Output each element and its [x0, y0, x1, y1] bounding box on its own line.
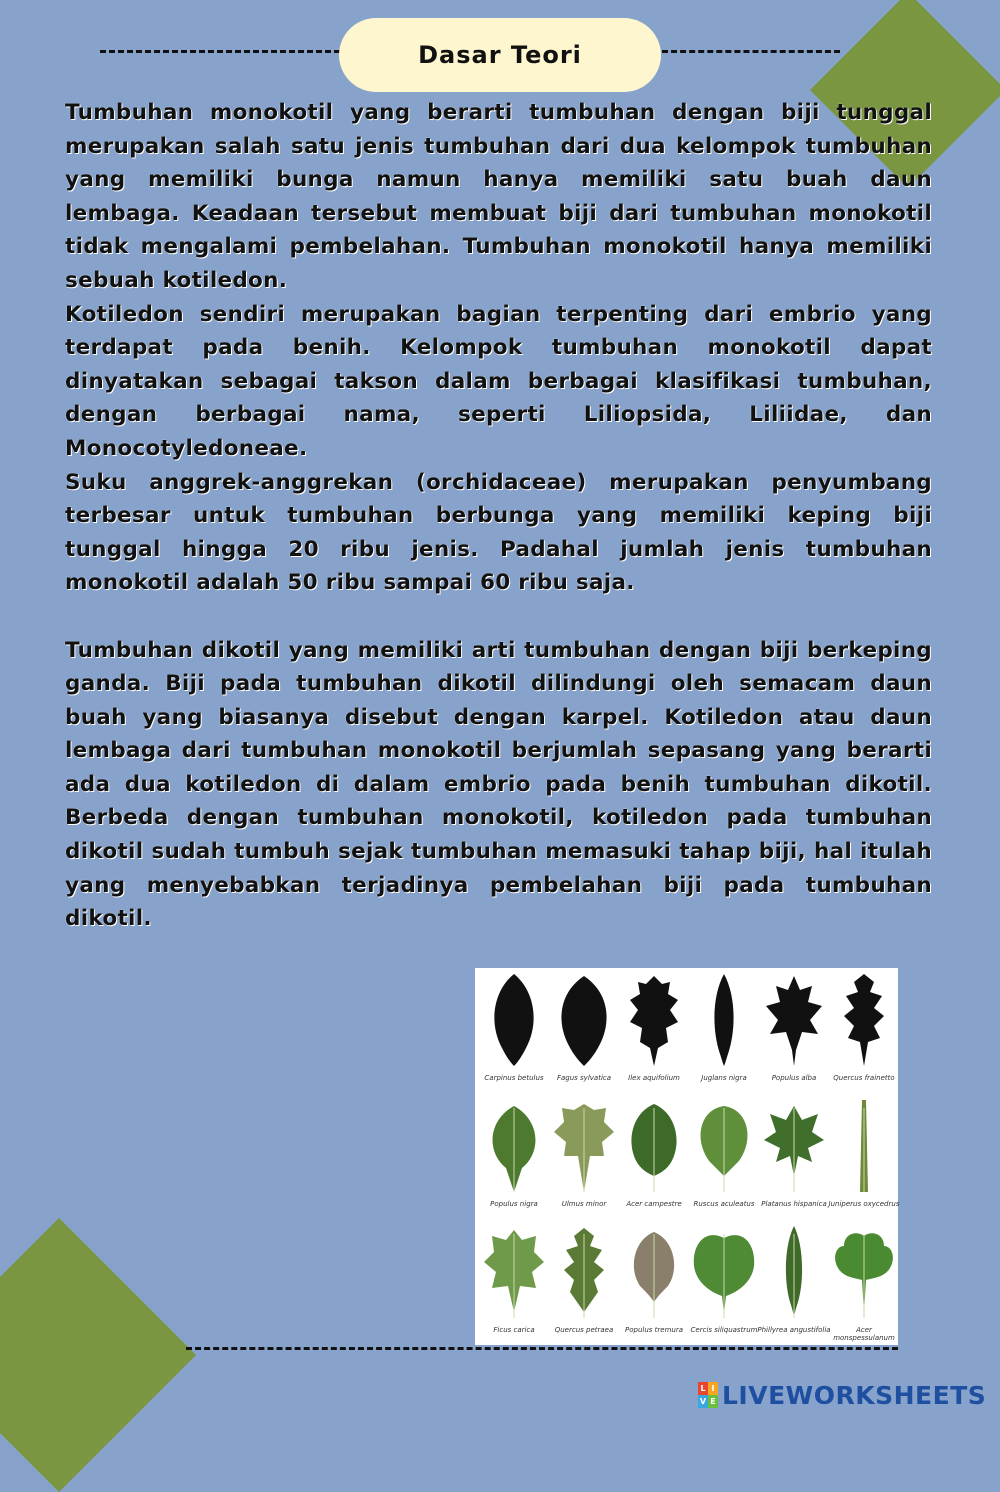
paragraph-gap [65, 600, 932, 634]
leaf-species-caption: Populus alba [771, 1074, 817, 1082]
leaf-silhouette [552, 1222, 616, 1324]
leaf-specimen [479, 1220, 549, 1345]
leaf-specimen [619, 1094, 689, 1219]
theory-text [65, 96, 932, 936]
liveworksheets-brand [698, 1382, 986, 1408]
leaf-species-caption: Ulmus minor [561, 1200, 607, 1208]
logo-letter: L [698, 1382, 708, 1395]
leaf-specimen [689, 1220, 759, 1345]
liveworksheets-logo-icon [698, 1382, 718, 1408]
leaf-silhouette [692, 1096, 756, 1198]
leaf-silhouette [832, 970, 896, 1072]
leaf-silhouette [692, 970, 756, 1072]
leaf-specimen [549, 968, 619, 1093]
leaf-species-caption: Cercis siliquastrum [690, 1326, 758, 1334]
paragraph-monokotil-3: Suku anggrek-anggrekan (orchidaceae) merupakan penyumbang terbesar untuk tumbuhan berbunga yang memiliki keping biji tunggal hingga 20 ribu jenis. Padahal jumlah jenis tumbuhan monokotil adalah 50 ribu sampai 60 ribu saja. [65, 469, 932, 596]
leaf-species-caption: Fagus sylvatica [556, 1074, 612, 1082]
leaf-silhouette [622, 1096, 686, 1198]
paragraph-monokotil-2: Kotiledon sendiri merupakan bagian terpenting dari embrio yang terdapat pada benih. Kelompok tumbuhan monokotil dapat dinyatakan sebagai takson dalam berbagai klasifikasi tumbuhan, dengan berbagai nama, seperti Liliopsida, Liliidae, dan Monocotyledoneae. [65, 301, 932, 461]
leaf-specimen [479, 1094, 549, 1219]
leaf-species-caption: Juglans nigra [701, 1074, 747, 1082]
leaf-species-caption: Carpinus betulus [484, 1074, 544, 1082]
leaf-species-caption: Juniperus oxycedrus [828, 1200, 900, 1208]
decorative-diamond-bottom-left [0, 1218, 196, 1492]
leaf-specimen [829, 1220, 899, 1345]
leaf-silhouette [762, 1096, 826, 1198]
leaf-silhouette [692, 1222, 756, 1324]
page-title: Dasar Teori [418, 41, 582, 69]
leaf-silhouette [832, 1096, 896, 1198]
leaf-specimen [479, 968, 549, 1093]
leaf-species-caption: Acer campestre [626, 1200, 682, 1208]
leaf-specimen [829, 1094, 899, 1219]
leaf-silhouette [552, 970, 616, 1072]
leaf-specimen [829, 968, 899, 1093]
leaf-specimen [549, 1220, 619, 1345]
leaf-silhouette [832, 1222, 896, 1324]
leaf-silhouette [622, 970, 686, 1072]
leaf-silhouette [762, 970, 826, 1072]
leaf-species-caption: Ficus carica [493, 1326, 535, 1334]
dashed-line-right [662, 50, 840, 53]
leaf-silhouette [482, 1222, 546, 1324]
leaf-specimen [689, 968, 759, 1093]
logo-letter: I [708, 1382, 718, 1395]
leaf-species-caption: Populus tremura [625, 1326, 683, 1334]
leaf-specimen [759, 968, 829, 1093]
leaf-species-caption: Phillyrea angustifolia [757, 1326, 831, 1334]
leaf-species-caption: Acer monspessulanum [833, 1326, 895, 1342]
leaf-species-caption: Quercus frainetto [833, 1074, 895, 1082]
title-badge [339, 18, 661, 92]
logo-letter: V [699, 1397, 707, 1406]
leaf-species-caption: Populus nigra [490, 1200, 538, 1208]
leaf-silhouette [482, 970, 546, 1072]
leaf-silhouette [482, 1096, 546, 1198]
leaf-silhouette [552, 1096, 616, 1198]
leaf-specimen [619, 1220, 689, 1345]
leaf-species-caption: Quercus petraea [554, 1326, 614, 1334]
leaf-specimen [689, 1094, 759, 1219]
leaf-specimen [759, 1220, 829, 1345]
leaf-silhouette [622, 1222, 686, 1324]
leaf-specimen [619, 968, 689, 1093]
leaf-species-caption: Ruscus aculeatus [693, 1200, 755, 1208]
dashed-line-left [100, 50, 340, 53]
paragraph-dikotil: Tumbuhan dikotil yang memiliki arti tumbuhan dengan biji berkeping ganda. Biji pada tumbuhan dikotil dilindungi oleh semacam daun buah yang biasanya disebut dengan karpel. Kotiledon atau daun lembaga dari tumbuhan monokotil berjumlah sepasang yang berarti ada dua kotiledon di dalam embrio pada benih tumbuhan dikotil. Berbeda dengan tumbuhan monokotil, kotiledon pada tumbuhan dikotil sudah tumbuh sejak tumbuhan memasuki tahap biji, hal itulah yang menyebabkan terjadinya pembelahan biji pada tumbuhan dikotil. [65, 637, 932, 932]
leaf-comparison-image [475, 968, 898, 1345]
leaf-species-caption: Ilex aquifolium [628, 1074, 680, 1082]
leaf-species-caption: Platanus hispanica [761, 1200, 827, 1208]
leaf-specimen [759, 1094, 829, 1219]
leaf-silhouette [762, 1222, 826, 1324]
dashed-line-bottom [186, 1347, 898, 1350]
paragraph-monokotil-1: Tumbuhan monokotil yang berarti tumbuhan dengan biji tunggal merupakan salah satu jenis tumbuhan dari dua kelompok tumbuhan yang memiliki bunga namun hanya memiliki satu buah daun lembaga. Keadaan tersebut membuat biji dari tumbuhan monokotil tidak mengalami pembelahan. Tumbuhan monokotil hanya memiliki sebuah kotiledon. [65, 100, 932, 293]
logo-letter: E [708, 1395, 718, 1408]
liveworksheets-wordmark: LIVEWORKSHEETS [722, 1380, 987, 1410]
leaf-grid [475, 968, 898, 1345]
leaf-specimen [549, 1094, 619, 1219]
